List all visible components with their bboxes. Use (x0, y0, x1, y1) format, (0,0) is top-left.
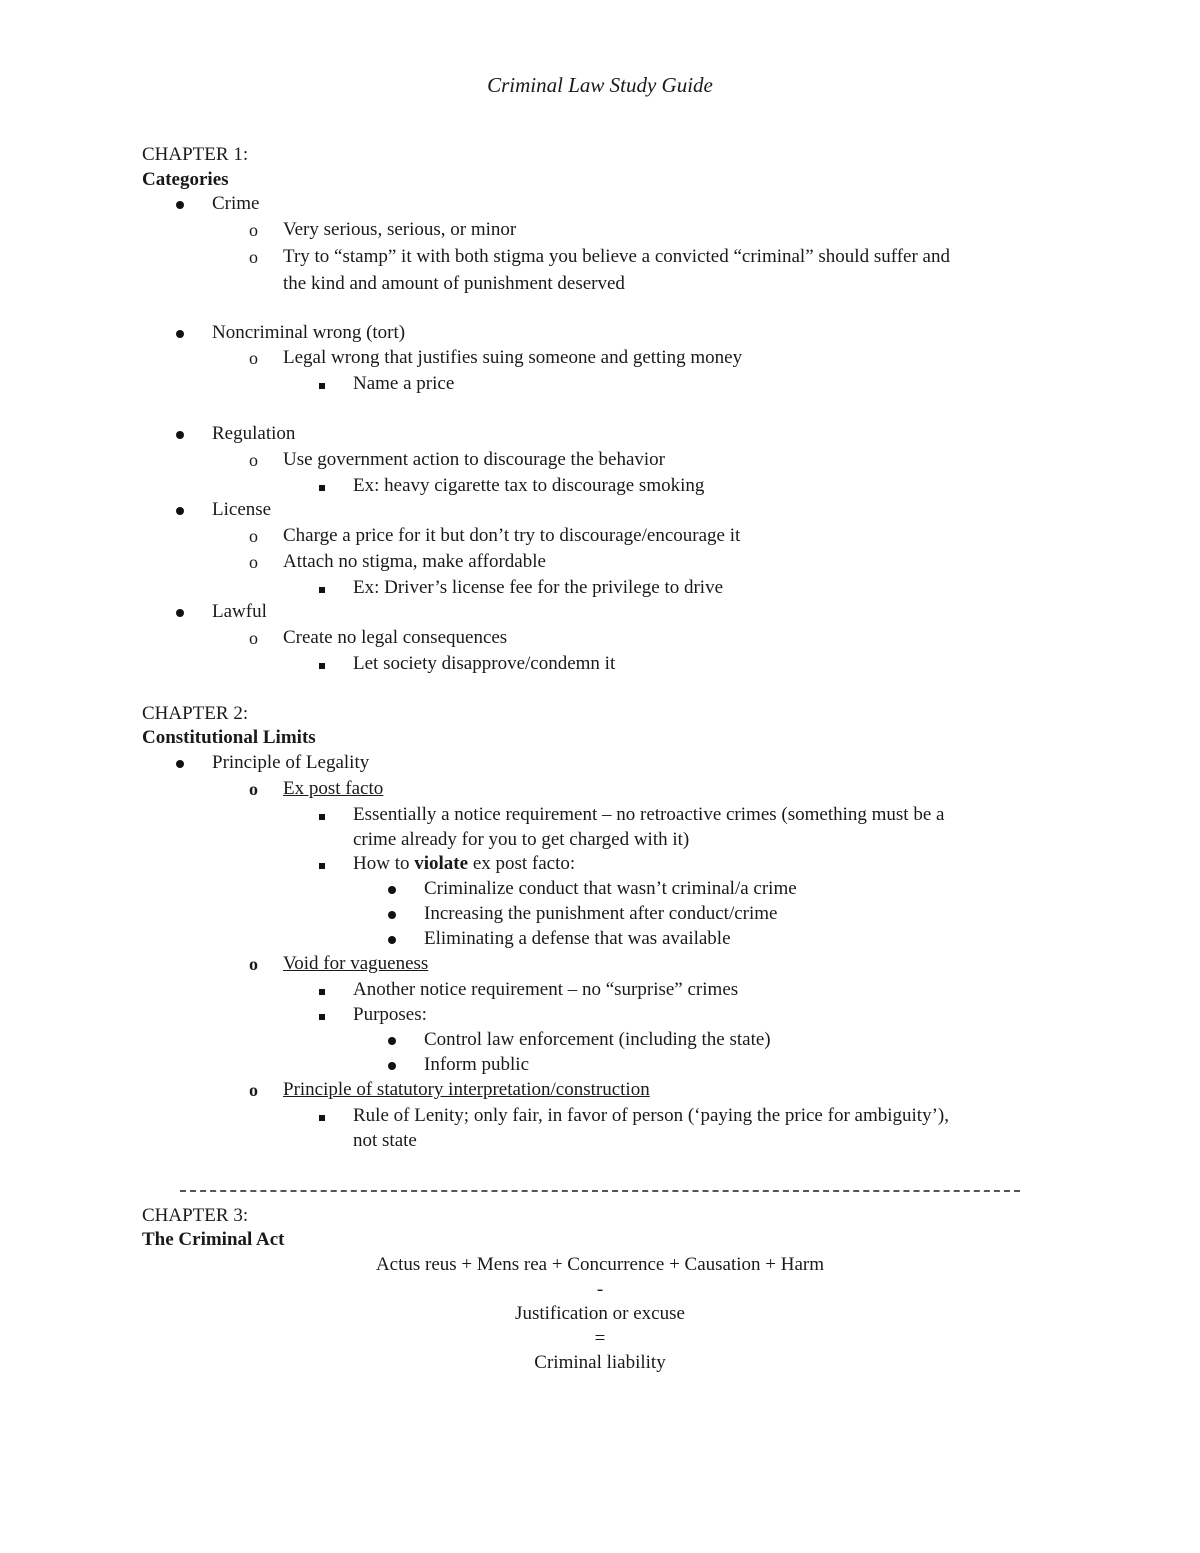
list-item-crime-b-line1: Try to “stamp” it with both stigma you believe a convicted “criminal” should suffer and (283, 246, 950, 267)
list-item-expost-b (353, 852, 575, 876)
formula-elements: Actus reus + Mens rea + Concurrence + Causation + Harm (375, 1254, 825, 1275)
bullet-square-icon (319, 1104, 325, 1128)
bullet-dot-icon (388, 1053, 396, 1077)
bullet-square-icon (319, 803, 325, 827)
chapter-2-label: CHAPTER 2: (142, 703, 249, 724)
bullet-circle-icon: o (249, 552, 258, 572)
bullet-square-icon (319, 978, 325, 1002)
bullet-dot-icon (176, 600, 184, 624)
bullet-dot-icon (176, 751, 184, 775)
list-item-vague-a: Another notice requirement – no “surprise” crimes (353, 979, 739, 1000)
chapter-3-heading: The Criminal Act (142, 1229, 285, 1250)
list-item-lawful-a: Create no legal consequences (283, 627, 508, 648)
bullet-square-icon (319, 852, 325, 876)
document-title: Criminal Law Study Guide (487, 73, 713, 97)
bullet-circle-icon: o (249, 1080, 258, 1100)
list-item-crime: Crime (212, 193, 260, 214)
list-item-vague-b2: Inform public (424, 1054, 530, 1075)
chapter-1-label: CHAPTER 1: (142, 144, 249, 165)
list-item-license-b1: Ex: Driver’s license fee for the privilege to drive (353, 577, 724, 598)
bullet-dot-icon (388, 1028, 396, 1052)
bullet-circle-icon: o (249, 450, 258, 470)
bullet-square-icon (319, 474, 325, 498)
bullet-dot-icon (388, 927, 396, 951)
formula-minus: - (596, 1279, 604, 1300)
section-divider (180, 1190, 1020, 1192)
bullet-dot-icon (176, 192, 184, 216)
bullet-dot-icon (388, 902, 396, 926)
expost-b-suffix: ex post facto: (468, 853, 576, 874)
list-item-license-b: Attach no stigma, make affordable (283, 551, 546, 572)
bullet-circle-icon: o (249, 247, 258, 267)
bullet-dot-icon (176, 321, 184, 345)
list-item-tort: Noncriminal wrong (tort) (212, 322, 406, 343)
list-item-regulation-a1: Ex: heavy cigarette tax to discourage smoking (353, 475, 705, 496)
list-item-expost-b3: Eliminating a defense that was available (424, 928, 731, 949)
list-item-lawful: Lawful (212, 601, 267, 622)
list-item-interp-a-line2: not state (353, 1130, 417, 1151)
list-item-regulation: Regulation (212, 423, 296, 444)
bullet-circle-icon: o (249, 220, 258, 240)
chapter-2-heading: Constitutional Limits (142, 727, 316, 748)
bullet-square-icon (319, 576, 325, 600)
bullet-circle-icon: o (249, 526, 258, 546)
list-item-crime-a: Very serious, serious, or minor (283, 219, 517, 240)
bullet-circle-icon: o (249, 779, 258, 799)
subheading-void-for-vagueness: Void for vagueness (283, 953, 429, 974)
bullet-circle-icon: o (249, 954, 258, 974)
bullet-circle-icon: o (249, 348, 258, 368)
list-item-crime-b-line2: the kind and amount of punishment deserved (283, 273, 625, 294)
bullet-square-icon (319, 1003, 325, 1027)
chapter-3-label: CHAPTER 3: (142, 1205, 249, 1226)
bullet-circle-icon: o (249, 628, 258, 648)
formula-equals: = (594, 1328, 606, 1349)
list-item-expost-b2: Increasing the punishment after conduct/crime (424, 903, 778, 924)
list-item-lawful-a1: Let society disapprove/condemn it (353, 653, 616, 674)
list-item-vague-b: Purposes: (353, 1004, 427, 1025)
bullet-dot-icon (176, 498, 184, 522)
formula-result: Criminal liability (534, 1352, 666, 1373)
subheading-ex-post-facto: Ex post facto (283, 778, 384, 799)
formula-defenses: Justification or excuse (515, 1303, 685, 1324)
subheading-statutory-interpretation: Principle of statutory interpretation/construction (283, 1079, 650, 1100)
list-item-expost-b1: Criminalize conduct that wasn’t criminal/a crime (424, 878, 797, 899)
list-item-license: License (212, 499, 272, 520)
list-item-expost-a-line2: crime already for you to get charged with it) (353, 829, 690, 850)
bullet-dot-icon (176, 422, 184, 446)
expost-b-emphasis: violate (414, 853, 469, 874)
expost-b-prefix: How to (353, 853, 415, 874)
list-item-tort-a: Legal wrong that justifies suing someone and getting money (283, 347, 743, 368)
bullet-square-icon (319, 372, 325, 396)
list-item-regulation-a: Use government action to discourage the behavior (283, 449, 665, 470)
list-item-vague-b1: Control law enforcement (including the state) (424, 1029, 771, 1050)
bullet-dot-icon (388, 877, 396, 901)
list-item-expost-a-line1: Essentially a notice requirement – no retroactive crimes (something must be a (353, 804, 945, 825)
list-item-tort-a1: Name a price (353, 373, 455, 394)
bullet-square-icon (319, 652, 325, 676)
list-item-legality: Principle of Legality (212, 752, 370, 773)
list-item-interp-a-line1: Rule of Lenity; only fair, in favor of person (‘paying the price for ambiguity’), (353, 1105, 949, 1126)
chapter-1-heading: Categories (142, 169, 229, 190)
list-item-license-a: Charge a price for it but don’t try to discourage/encourage it (283, 525, 741, 546)
